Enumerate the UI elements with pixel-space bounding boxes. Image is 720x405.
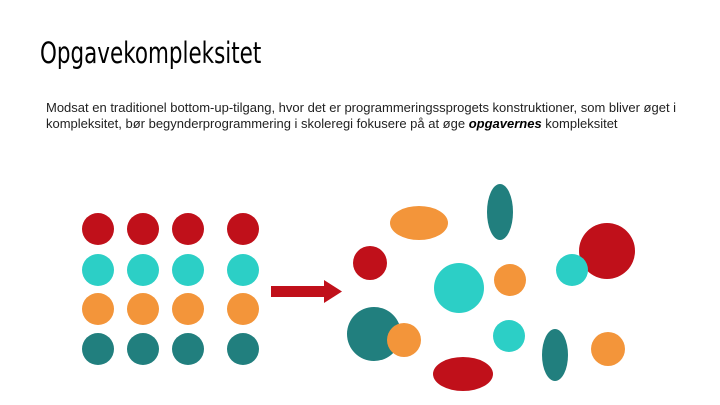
grid-circle-teal-light-4 xyxy=(227,254,259,286)
grid-circle-red-4 xyxy=(227,213,259,245)
grid-circle-orange-2 xyxy=(127,293,159,325)
grid-circle-teal-light-2 xyxy=(127,254,159,286)
scatter-circle-teal-light-large xyxy=(434,263,484,313)
grid-circle-teal-light-3 xyxy=(172,254,204,286)
scatter-ellipse-red-bottom xyxy=(433,357,493,391)
scatter-circle-orange-bottom-right xyxy=(591,332,625,366)
grid-circle-orange-4 xyxy=(227,293,259,325)
arrow-shaft xyxy=(271,286,326,297)
grid-circle-teal-dark-2 xyxy=(127,333,159,365)
grid-circle-orange-1 xyxy=(82,293,114,325)
grid-circle-teal-dark-3 xyxy=(172,333,204,365)
body-emphasis: opgavernes xyxy=(468,116,542,131)
scatter-circle-red-small xyxy=(353,246,387,280)
grid-circle-red-2 xyxy=(127,213,159,245)
scatter-ellipse-orange-top xyxy=(390,206,448,240)
right-arrow-icon xyxy=(271,280,342,303)
grid-circle-orange-3 xyxy=(172,293,204,325)
grid-circle-teal-light-1 xyxy=(82,254,114,286)
scatter-circle-teal-light-right xyxy=(556,254,588,286)
scatter-ellipse-teal-dark-bottom xyxy=(542,329,568,381)
scatter-circle-teal-light-small xyxy=(493,320,525,352)
shape-grid xyxy=(82,213,259,365)
grid-circle-teal-dark-4 xyxy=(227,333,259,365)
scatter-circle-orange-overlap xyxy=(387,323,421,357)
scatter-ellipse-teal-dark-top xyxy=(487,184,513,240)
scattered-shapes xyxy=(347,184,635,391)
grid-circle-red-3 xyxy=(172,213,204,245)
slide-title: Opgavekompleksitet xyxy=(40,36,262,70)
arrow-head xyxy=(324,280,342,303)
body-text-end: kompleksitet xyxy=(541,116,618,131)
grid-circle-red-1 xyxy=(82,213,114,245)
body-text-start: Modsat en traditionel bottom-up-tilgang, hvor det er programmeringssprogets konstruktioner, som bliver øget i kompleksitet, bør begynderprogrammering i skoleregi fokusere på at øge xyxy=(46,100,677,131)
scatter-circle-orange-mid xyxy=(494,264,526,296)
grid-circle-teal-dark-1 xyxy=(82,333,114,365)
